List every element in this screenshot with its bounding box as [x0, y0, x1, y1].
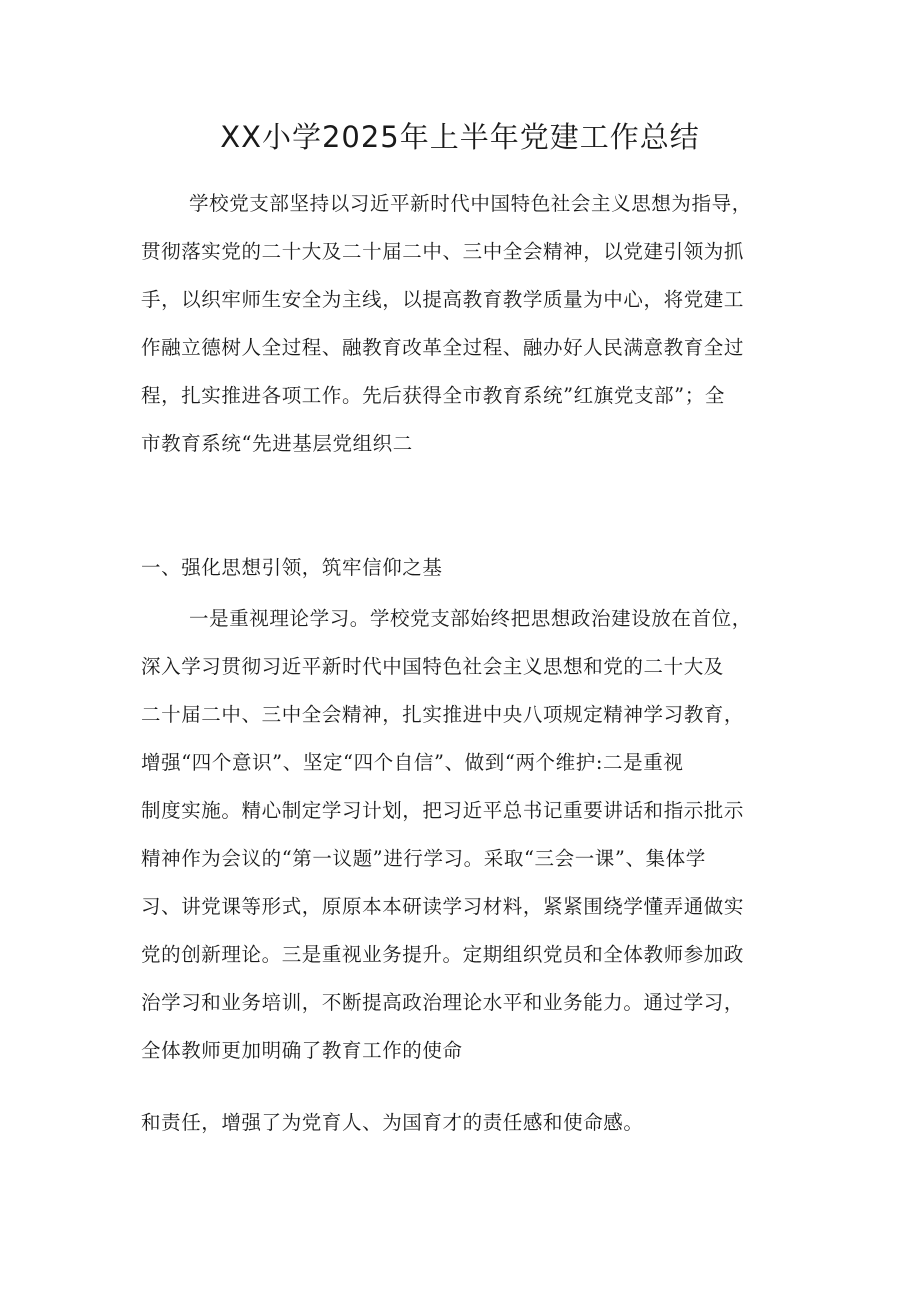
- section1-line: 一是重视理论学习。学校党支部始终把思想政治建设放在首位，: [189, 607, 752, 630]
- intro-line: 作融立德树人全过程、融教育改革全过程、融办好人民满意教育全过: [141, 336, 745, 359]
- intro-line: 程，扎实推进各项工作。先后获得全市教育系统”红旗党支部”；全: [141, 384, 725, 407]
- section1-line: 制度实施。精心制定学习计划，把习近平总书记重要讲话和指示批示: [141, 799, 745, 822]
- intro-line: 手，以织牢师生安全为主线，以提高教育教学质量为中心，将党建工: [141, 288, 745, 311]
- section1-line: 增强“四个意识”、坚定“四个自信”、做到“两个维护:二是重视: [141, 751, 684, 774]
- intro-line: 学校党支部坚持以习近平新时代中国特色社会主义思想为指导，: [189, 192, 752, 215]
- section1-line: 全体教师更加明确了教育工作的使命: [141, 1039, 463, 1062]
- section1-line: 精神作为会议的“第一议题”进行学习。采取“三会一课”、集体学: [141, 847, 706, 870]
- section1-line: 党的创新理论。三是重视业务提升。定期组织党员和全体教师参加政: [141, 943, 745, 966]
- section1-line: 习、讲党课等形式，原原本本研读学习材料，紧紧围绕学懂弄通做实: [141, 895, 745, 918]
- continuation-line: 和责任，增强了为党育人、为国育才的责任感和使命感。: [141, 1111, 644, 1134]
- section1-line: 二十届二中、三中全会精神，扎实推进中央八项规定精神学习教育，: [141, 703, 745, 726]
- section1-line: 治学习和业务培训，不断提高政治理论水平和业务能力。通过学习，: [141, 991, 745, 1014]
- intro-line: 贯彻落实党的二十大及二十届二中、三中全会精神，以党建引领为抓: [141, 240, 745, 263]
- intro-line: 市教育系统“先进基层党组织二: [141, 432, 413, 455]
- document-title: XX小学2025年上半年党建工作总结: [220, 120, 700, 154]
- section-heading: 一、强化思想引领，筑牢信仰之基: [141, 556, 443, 579]
- section1-line: 深入学习贯彻习近平新时代中国特色社会主义思想和党的二十大及: [141, 655, 724, 678]
